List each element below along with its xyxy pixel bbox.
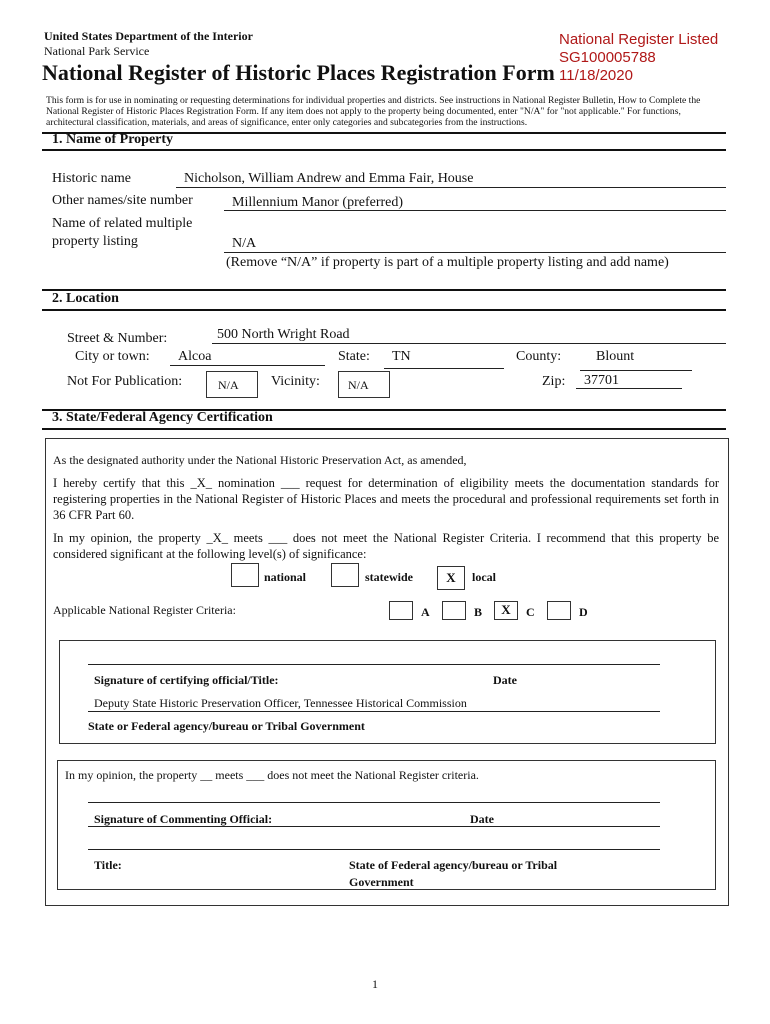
related-listing-note: (Remove “N/A” if property is part of a multiple property listing and add name) — [226, 255, 669, 270]
section-2-top-rule — [42, 289, 726, 291]
historic-name-label: Historic name — [52, 171, 131, 186]
certifying-signature-line[interactable] — [88, 664, 660, 665]
related-listing-label-2: property listing — [52, 234, 138, 249]
commenting-date-underline — [88, 826, 660, 827]
certifying-agency-label: State or Federal agency/bureau or Tribal Government — [88, 719, 365, 733]
criterion-b-checkbox[interactable] — [442, 601, 466, 620]
commenting-agency-label-1: State of Federal agency/bureau or Tribal — [349, 858, 558, 872]
certifying-signature-label: Signature of certifying official/Title: — [94, 673, 279, 687]
local-checkbox[interactable] — [437, 566, 465, 590]
page-number: 1 — [372, 977, 378, 991]
not-for-publication-box[interactable] — [206, 371, 258, 398]
criterion-a-label: A — [421, 605, 430, 619]
street-label: Street & Number: — [67, 331, 168, 346]
national-checkbox[interactable] — [231, 563, 259, 587]
form-title: National Register of Historic Places Registration Form — [42, 60, 555, 85]
listed-stamp-line-1: National Register Listed — [559, 31, 719, 48]
agency-name: United States Department of the Interior — [44, 29, 253, 43]
local-check-mark: X — [446, 570, 456, 585]
county-label: County: — [516, 349, 562, 364]
historic-name-underline — [176, 187, 726, 188]
criterion-d-label: D — [579, 605, 588, 619]
criterion-a-checkbox[interactable] — [389, 601, 413, 620]
criteria-label: Applicable National Register Criteria: — [53, 603, 236, 617]
criteria-opinion: In my opinion, the property _X_ meets ___ does not meet the National Register Criteria. I recommend that this property be considered significant at the following level(s) of significance: — [53, 531, 719, 561]
commenting-agency-label-2: Government — [349, 875, 414, 889]
certifying-official-title[interactable]: Deputy State Historic Preservation Officer, Tennessee Historical Commission — [94, 696, 467, 710]
service-name: National Park Service — [44, 44, 150, 58]
section-1-heading: 1. Name of Property — [52, 132, 174, 147]
commenting-opinion: In my opinion, the property __ meets ___ does not meet the National Register criteria. — [65, 768, 479, 782]
other-names-field[interactable]: Millennium Manor (preferred) — [232, 195, 404, 210]
county-underline — [580, 370, 692, 371]
state-label: State: — [338, 349, 370, 364]
section-3-heading: 3. State/Federal Agency Certification — [52, 410, 273, 425]
statewide-label: statewide — [365, 570, 413, 584]
section-3-bottom-rule — [42, 428, 726, 430]
national-label: national — [264, 570, 307, 584]
vicinity-box[interactable] — [338, 371, 390, 398]
section-2-heading: 2. Location — [52, 291, 119, 306]
zip-field[interactable]: 37701 — [584, 373, 619, 388]
street-underline — [212, 343, 726, 344]
criterion-d-checkbox[interactable] — [547, 601, 571, 620]
commenting-signature-line[interactable] — [88, 802, 660, 803]
vicinity-label: Vicinity: — [271, 374, 320, 389]
certifying-date-label: Date — [493, 673, 517, 687]
state-field[interactable]: TN — [392, 349, 411, 364]
county-field[interactable]: Blount — [596, 349, 635, 364]
commenting-title-line[interactable] — [88, 849, 660, 850]
certification-statement: I hereby certify that this _X_ nomination ___ request for determination of eligibility meets the documentation standards for registering properties in the National Register of Historic Places and meets the procedural and professional requirements set forth in 36 CFR Part 60. — [53, 476, 719, 522]
not-for-publication-label: Not For Publication: — [67, 374, 183, 389]
state-underline — [384, 368, 504, 369]
zip-underline — [576, 388, 682, 389]
not-for-publication-value: N/A — [218, 378, 239, 392]
certification-intro: As the designated authority under the National Historic Preservation Act, as amended, — [53, 453, 467, 467]
form-instructions: This form is for use in nominating or requesting determinations for individual properties and districts. See instructions in National Register Bulletin, How to Complete the National Register of Historic Places Registration Form. If any item does not apply to the property being documented, enter "N/A" for "not applicable." For functions, architectural classification, materials, and areas of significance, enter only categories and subcategories from the instructions. — [46, 95, 701, 128]
statewide-checkbox[interactable] — [331, 563, 359, 587]
historic-name-field[interactable]: Nicholson, William Andrew and Emma Fair, House — [184, 171, 474, 186]
certifying-official-underline — [88, 711, 660, 712]
listed-stamp-line-3: 11/18/2020 — [559, 67, 633, 84]
local-label: local — [472, 570, 496, 584]
city-field[interactable]: Alcoa — [178, 349, 212, 364]
criterion-c-mark: X — [501, 602, 511, 617]
related-listing-field[interactable]: N/A — [232, 236, 257, 251]
section-2-bottom-rule — [42, 309, 726, 311]
criterion-c-checkbox[interactable] — [494, 601, 518, 620]
zip-label: Zip: — [542, 374, 566, 389]
vicinity-value: N/A — [348, 378, 369, 392]
criterion-c-label: C — [526, 605, 535, 619]
listed-stamp-line-2: SG100005788 — [559, 49, 656, 66]
city-underline — [170, 365, 325, 366]
commenting-date-label: Date — [470, 812, 494, 826]
commenting-signature-label: Signature of Commenting Official: — [94, 812, 273, 826]
related-listing-underline — [224, 252, 726, 253]
other-names-underline — [224, 210, 726, 211]
street-field[interactable]: 500 North Wright Road — [217, 327, 350, 342]
criterion-b-label: B — [474, 605, 483, 619]
related-listing-label-1: Name of related multiple — [52, 216, 193, 231]
commenting-title-label: Title: — [94, 858, 122, 872]
other-names-label: Other names/site number — [52, 193, 193, 208]
section-1-bottom-rule — [42, 149, 726, 151]
city-label: City or town: — [75, 349, 150, 364]
